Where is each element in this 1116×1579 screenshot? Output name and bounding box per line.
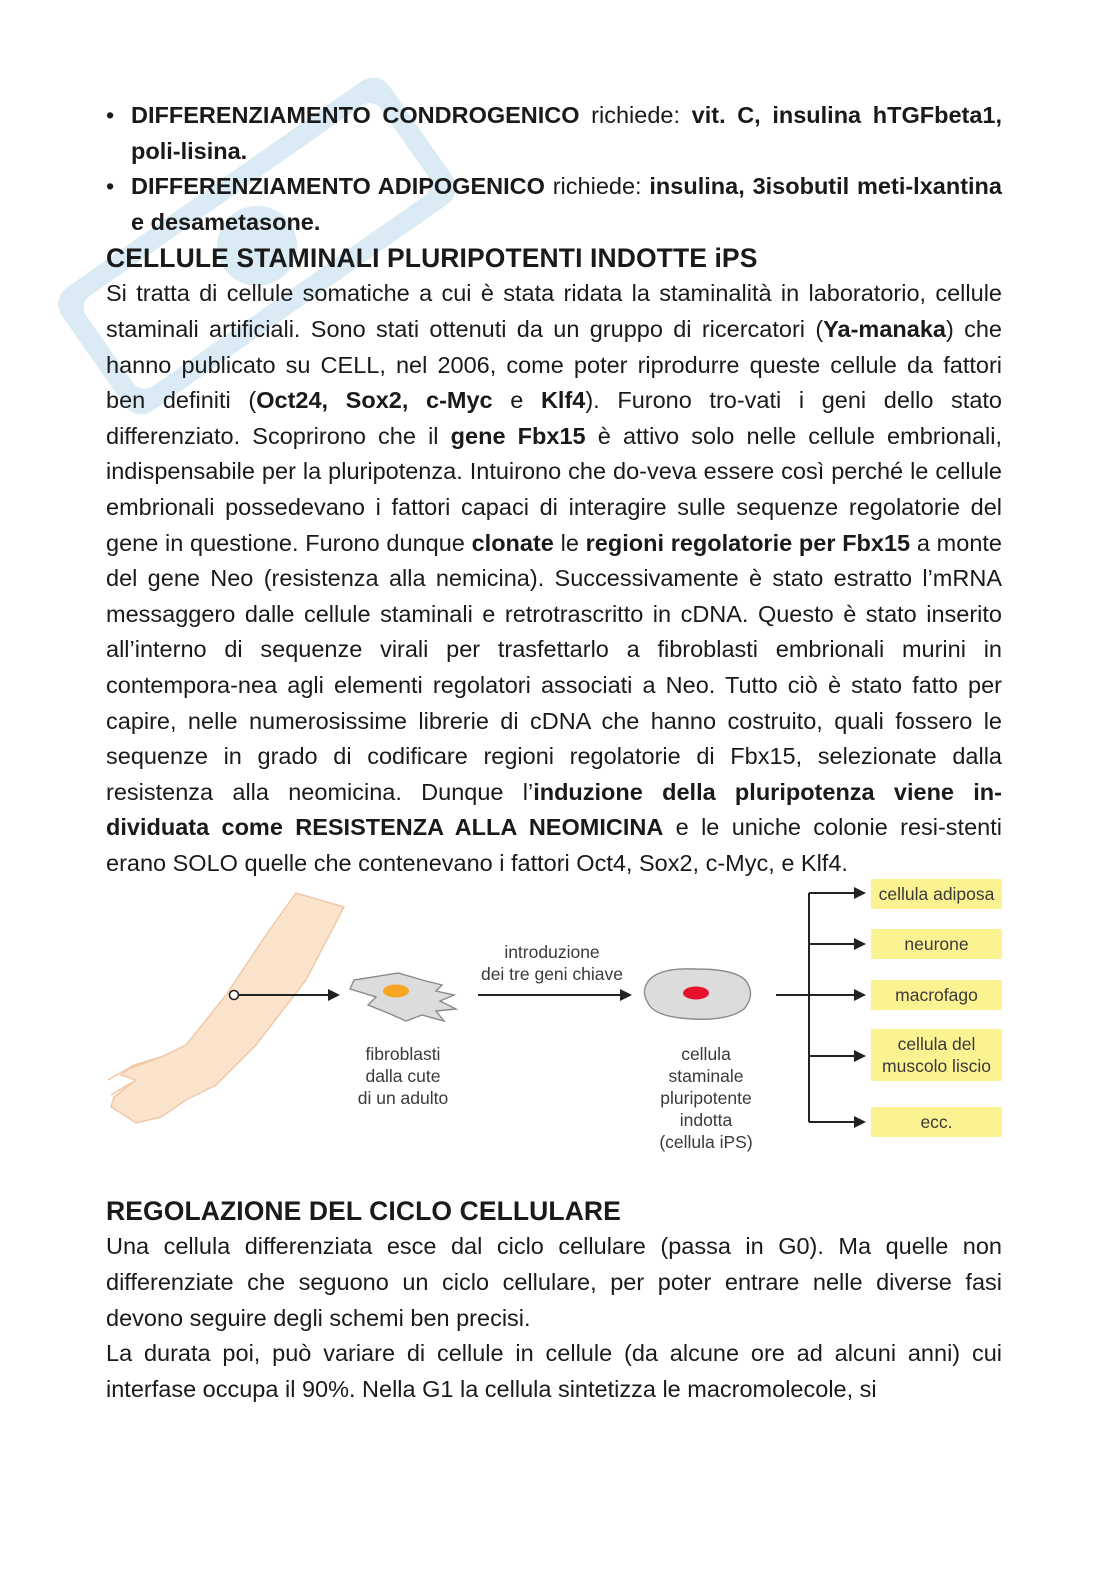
- bold-run: Oct24, Sox2, c-Myc: [256, 387, 493, 414]
- text-run: a monte del gene Neo (resistenza alla nemicina). Successivamente è stato estratto l’mRNA messaggero dalle cellule staminali e retrotrascritto in cDNA. Questo è stato inserito all’interno di sequenze virali per trasfettarlo a fibroblasti embrionali murini in contempora-nea agli elementi regolatori associati a Neo. Tutto ciò è stato fatto per capire, nelle numerosissime librerie di cDNA che hanno costruito, quali fossero le sequenze in grado di codificare regioni regolatorie di Fbx15, selezionate dalla resistenza alla neomicina. Dunque l’: [106, 529, 1002, 805]
- cell-cycle-paragraph-2: La durata poi, può variare di cellule in cellule (da alcune ore ad alcuni anni) cui interfase occupa il 90%. Nella G1 la cellula sintetizza le macromolecole, si: [106, 1340, 1002, 1402]
- bullet-items: insulina, 3isobutil meti-lxantina e desametasone.: [131, 173, 1002, 235]
- bullet-items: vit. C, insulina hTGFbeta1, poli-lisina.: [131, 102, 1003, 164]
- output-neuron: neurone: [871, 929, 1002, 959]
- text-run: ) che hanno publicato su CELL, nel 2006, come poter riprodurre queste cellule da fattori ben definiti (: [106, 315, 1003, 414]
- fibroblast-nucleus: [383, 985, 409, 998]
- output-etc: ecc.: [871, 1107, 1002, 1137]
- biopsy-point-icon: [230, 991, 239, 1000]
- bold-run: Ya-manaka: [823, 315, 946, 342]
- bullet-text: richiede:: [544, 173, 650, 200]
- output-smooth-muscle-cell: cellula del muscolo liscio: [871, 1029, 1002, 1081]
- list-item: [106, 98, 1002, 169]
- text-run: ). Furono tro-vati i geni dello stato differenziato. Scoprirono che il: [106, 387, 1002, 449]
- bullet-text: richiede:: [579, 102, 692, 128]
- arrowhead-icon: [620, 989, 632, 1001]
- ips-paragraph: [106, 276, 1002, 881]
- cell-cycle-paragraph-1: Una cellula differenziata esce dal ciclo cellulare (passa in G0). Ma quelle non differenziate che seguono un ciclo cellulare, per poter entrare nelle diverse fasi devono seguire degli schemi ben precisi.: [106, 1233, 1002, 1331]
- text-run: le: [553, 529, 586, 556]
- bullet-title: DIFFERENZIAMENTO ADIPOGENICO: [131, 173, 545, 200]
- ips-nucleus: [683, 987, 709, 1000]
- list-item: [106, 169, 1002, 240]
- bold-run: gene Fbx15: [450, 422, 586, 449]
- arrowhead-icon: [328, 989, 340, 1001]
- fibroblast-label: fibroblasti dalla cute di un adulto: [357, 1044, 449, 1109]
- text-run: e le uniche colonie resi-stenti erano SOLO quelle che contenevano i fattori Oct4, Sox2, c-Myc, e Klf4.: [106, 814, 1002, 876]
- branch-arrows: [809, 893, 856, 1122]
- bold-run: induzione della pluripotenza viene in-dividuata come RESISTENZA ALLA NEOMICINA: [106, 778, 1002, 841]
- bold-run: regioni regolatorie per Fbx15: [585, 529, 911, 556]
- bold-run: Klf4: [540, 387, 586, 414]
- bold-run: clonate: [471, 529, 554, 556]
- text-run: è attivo solo nelle cellule embrionali, indispensabile per la pluripotenza. Intuirono che do-veva essere così perché le cellule embrionali possedevano i fattori capaci di interagire sulle sequenze regolatorie del gene in questione. Furono dunque: [106, 422, 1003, 556]
- document-page: [106, 98, 1002, 1407]
- branch-arrowheads: [854, 887, 866, 1128]
- output-macrophage: macrofago: [871, 980, 1002, 1010]
- section-heading-cell-cycle: REGOLAZIONE DEL CICLO CELLULARE: [106, 1196, 621, 1227]
- bullet-title: DIFFERENZIAMENTO CONDROGENICO: [131, 102, 580, 128]
- output-fat-cell: cellula adiposa: [871, 879, 1002, 909]
- differentiation-list: [106, 98, 1002, 240]
- arrow-label: introduzione dei tre geni chiave: [480, 942, 624, 985]
- ips-cell-label: cellula staminale pluripotente indotta (cellula iPS): [659, 1044, 753, 1153]
- ips-diagram-graphics: [106, 885, 1002, 1175]
- arm-illustration: [111, 893, 344, 1123]
- text-run: e: [492, 387, 541, 414]
- ips-diagram: [106, 885, 1002, 1175]
- text-run: Si tratta di cellule somatiche a cui è stata ridata la staminalità in laboratorio, cellule staminali artificiali. Sono stati ottenuti da un gruppo di ricercatori (: [106, 280, 1002, 342]
- section-heading-ips: CELLULE STAMINALI PLURIPOTENTI INDOTTE iPS: [106, 243, 758, 274]
- fibroblast-cell: [350, 973, 456, 1021]
